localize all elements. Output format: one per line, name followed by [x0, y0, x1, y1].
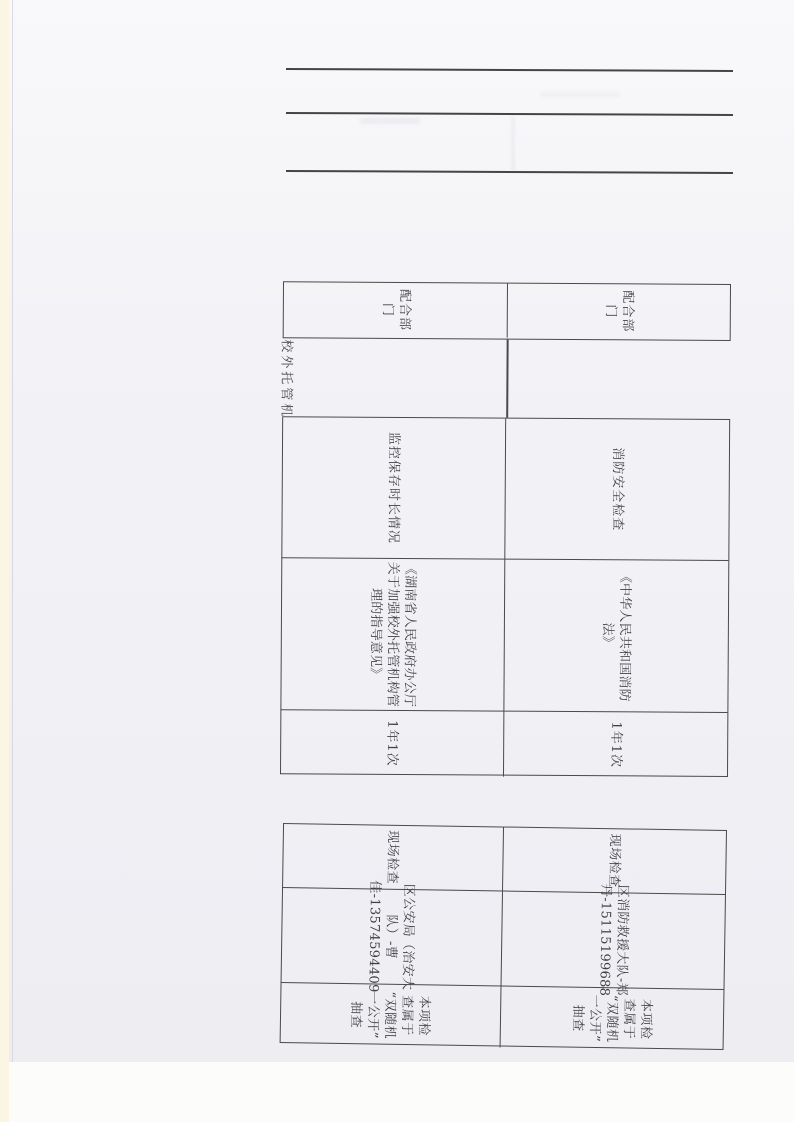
cell-method-row1: 现场检查	[606, 833, 623, 888]
scan-edge-strip	[0, 0, 9, 1122]
cell-method-row2: 现场检查	[282, 824, 504, 890]
bleedthrough-mark	[540, 92, 620, 97]
cell-remark-row1: 本项检查属于“双随机一公开”抽查	[501, 985, 724, 1050]
cell-frequency-row1: 1年1次	[504, 711, 727, 778]
cell-contact-row2: 区公安局（治安大队）-曹佳-13574594409	[281, 887, 503, 985]
inspection-table-contact	[280, 823, 727, 1050]
bleedthrough-mark	[360, 118, 420, 124]
cooperating-department-header-cell: 配合部门	[286, 282, 508, 337]
scan-edge-line	[12, 0, 13, 1062]
cell-frequency-row2: 1年1次	[280, 709, 504, 776]
cell-remark-row2: 本项检查属于“双随机一公开”抽查	[280, 982, 502, 1047]
contact-grid	[280, 823, 727, 1050]
cell-legal-basis-row1: 《中华人民共和国消防法》	[504, 559, 728, 712]
cell-inspection-item-row1: 消防安全检查	[609, 447, 626, 532]
category-side-label: 校外托管机	[278, 339, 294, 420]
inspection-table-main	[280, 281, 731, 777]
inspection-grid	[280, 416, 730, 777]
cell-legal-basis-row2: 《湖南省人民政府办公厅关于加强校外托管机构管理的指导意见》	[280, 557, 505, 710]
cooperating-department-header-cell: 配合部门	[602, 290, 635, 333]
cooperating-department-column	[283, 281, 731, 341]
bleedthrough-mark	[512, 116, 514, 172]
cell-inspection-item-row2: 监控保存时长情况	[281, 417, 506, 558]
paper-bottom-edge	[0, 1062, 794, 1122]
row-divider-segment	[507, 340, 509, 418]
cell-contact-row1: 区消防救援大队-郑丹-15115199688	[502, 890, 725, 988]
